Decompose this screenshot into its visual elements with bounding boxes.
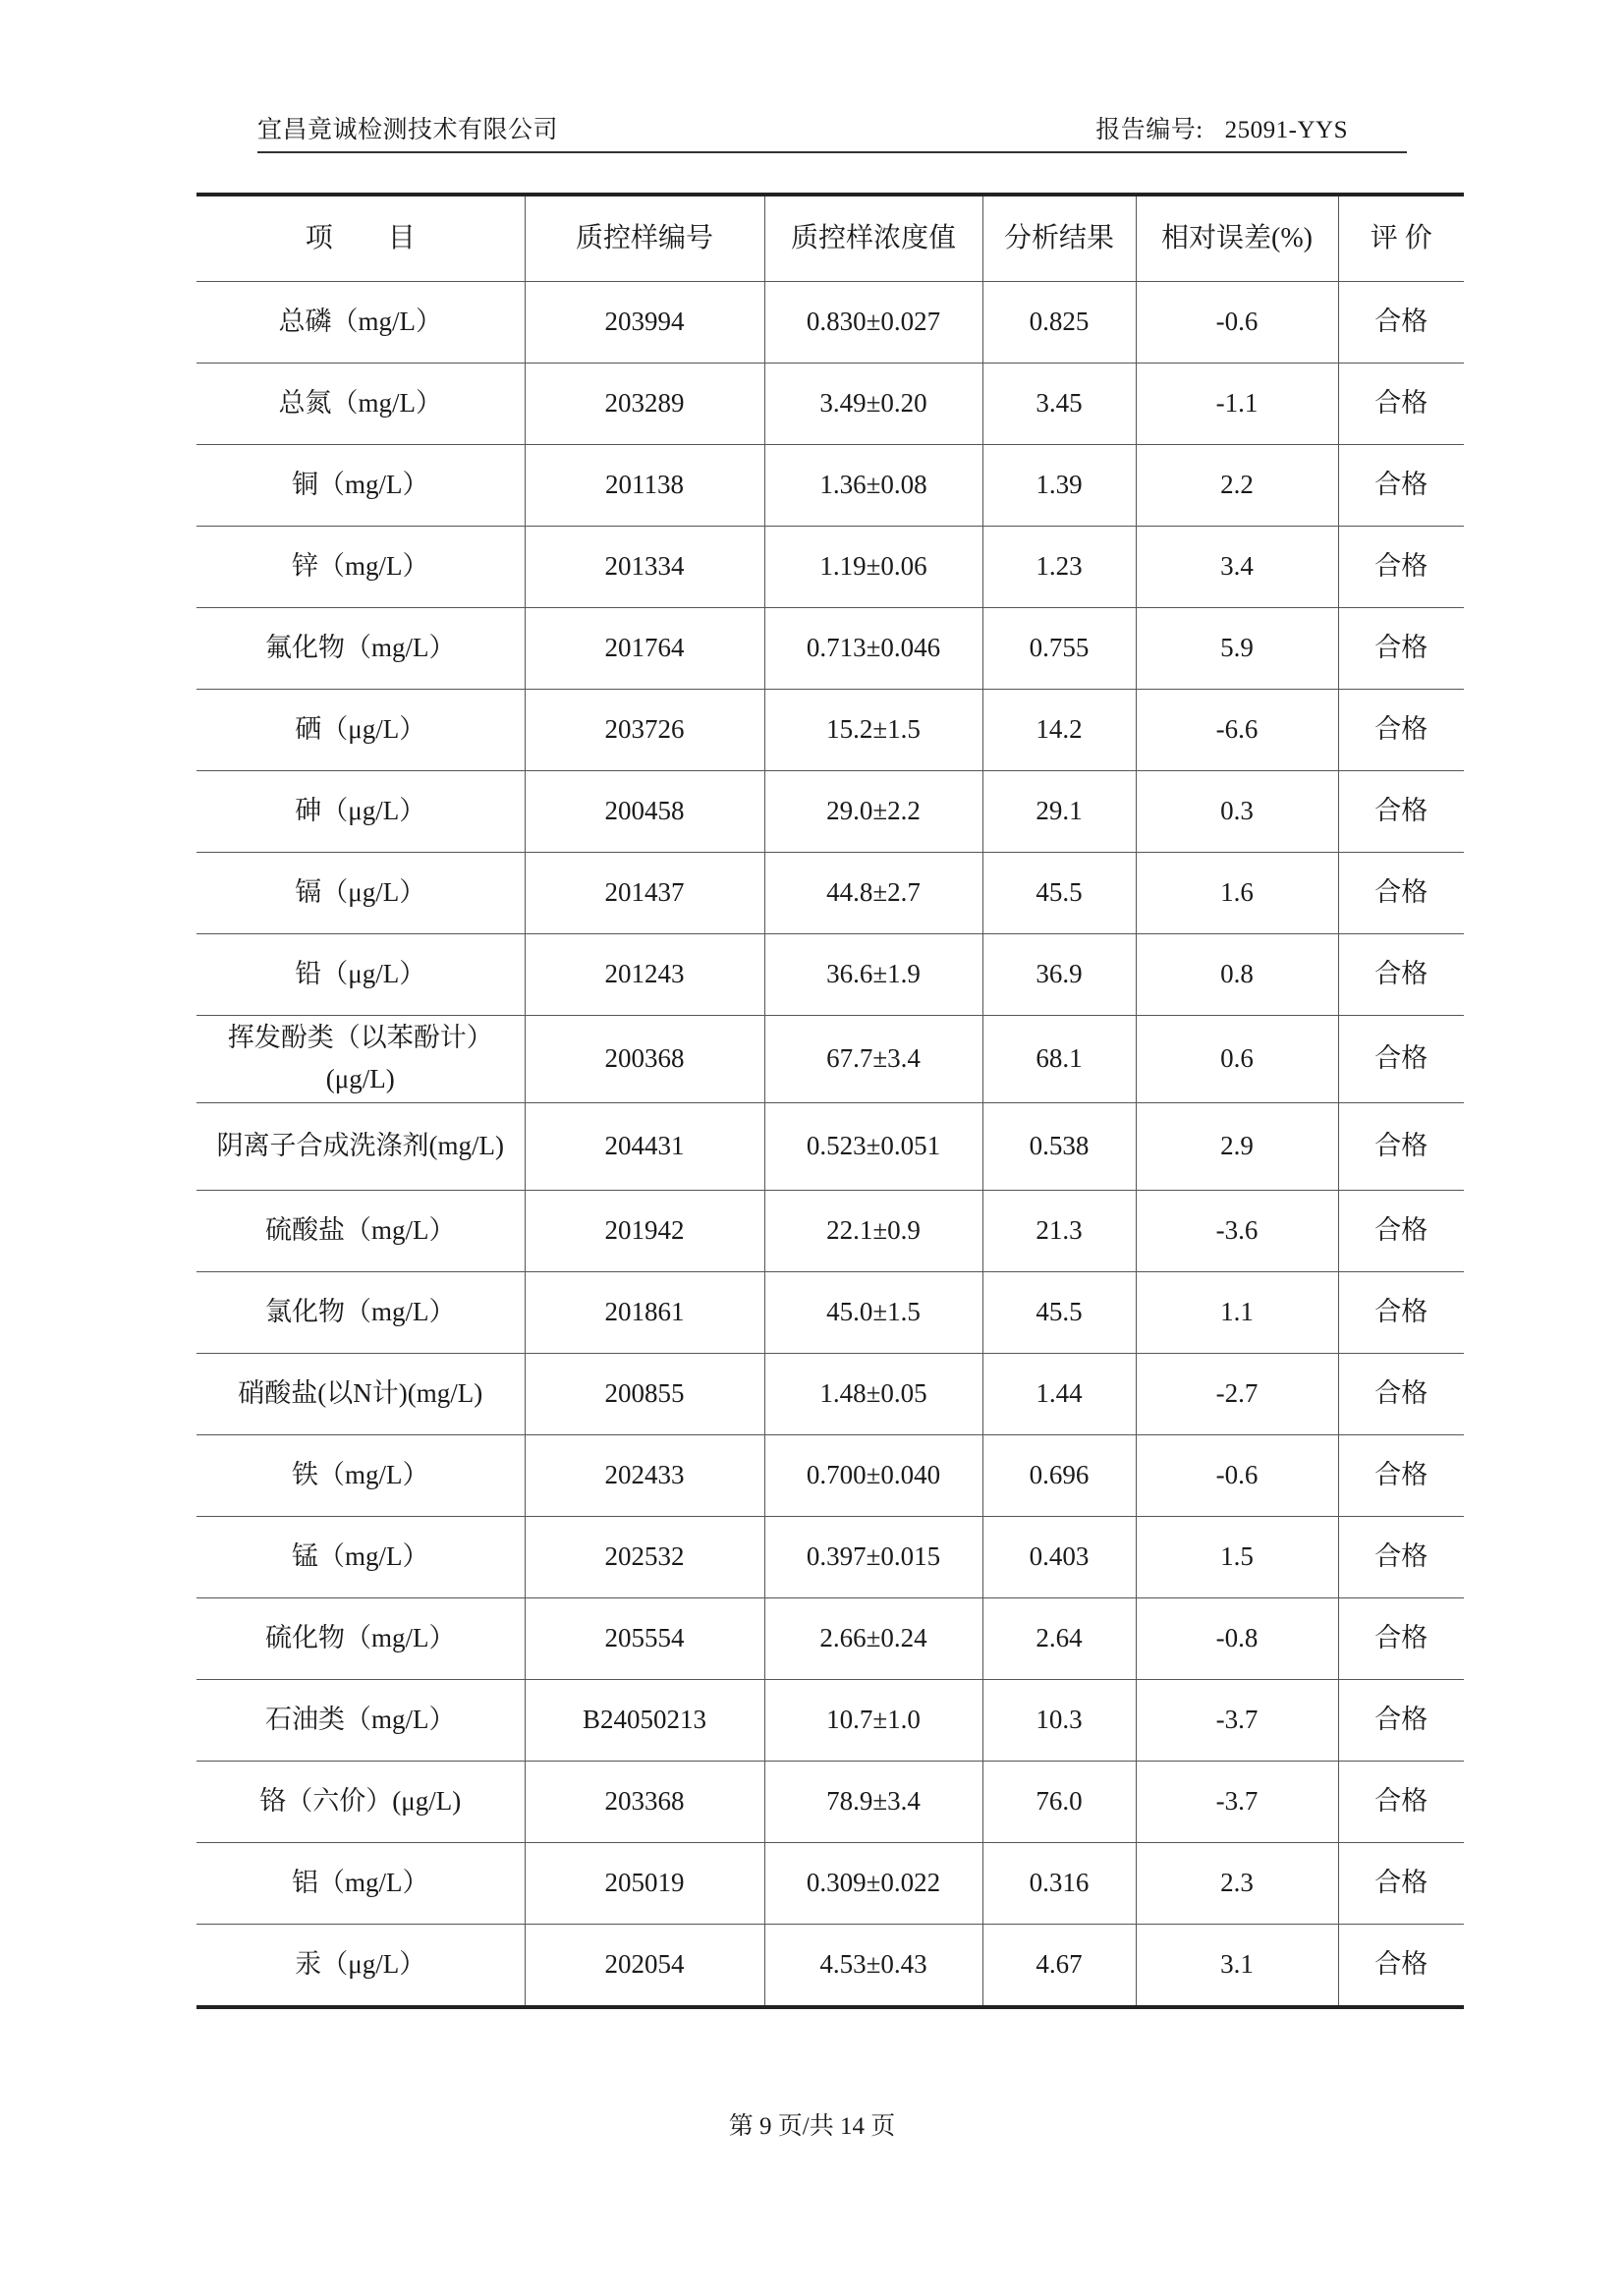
page-number: 第 9 页/共 14 页 xyxy=(728,2113,896,2140)
table-row xyxy=(196,1925,1464,2008)
cell-item: 阴离子合成洗涤剂(mg/L) xyxy=(196,1103,525,1191)
cell-item: 挥发酚类（以苯酚计）(μg/L) xyxy=(196,1016,525,1103)
cell-sample-id: 200368 xyxy=(525,1016,764,1103)
cell-item: 硫化物（mg/L） xyxy=(196,1598,525,1680)
report-number-label: 报告编号: xyxy=(1095,117,1204,143)
table-row xyxy=(196,445,1464,527)
cell-evaluation: 合格 xyxy=(1338,690,1464,771)
cell-relative-error: -0.8 xyxy=(1136,1598,1338,1680)
table-row xyxy=(196,1354,1464,1435)
table-row xyxy=(196,527,1464,608)
cell-concentration: 67.7±3.4 xyxy=(764,1016,982,1103)
cell-relative-error: -3.7 xyxy=(1136,1680,1338,1762)
cell-result: 1.39 xyxy=(982,445,1136,527)
cell-relative-error: 5.9 xyxy=(1136,608,1338,690)
cell-result: 29.1 xyxy=(982,771,1136,853)
table-row xyxy=(196,364,1464,445)
cell-item: 汞（μg/L） xyxy=(196,1925,525,2008)
cell-result: 10.3 xyxy=(982,1680,1136,1762)
cell-concentration: 0.397±0.015 xyxy=(764,1517,982,1598)
cell-evaluation: 合格 xyxy=(1338,445,1464,527)
cell-item: 铅（μg/L） xyxy=(196,934,525,1016)
cell-relative-error: 1.5 xyxy=(1136,1517,1338,1598)
cell-result: 0.538 xyxy=(982,1103,1136,1191)
cell-relative-error: -2.7 xyxy=(1136,1354,1338,1435)
table-row xyxy=(196,1680,1464,1762)
cell-concentration: 0.700±0.040 xyxy=(764,1435,982,1517)
cell-concentration: 0.523±0.051 xyxy=(764,1103,982,1191)
cell-evaluation: 合格 xyxy=(1338,771,1464,853)
table-row xyxy=(196,690,1464,771)
cell-sample-id: 201861 xyxy=(525,1272,764,1354)
cell-evaluation: 合格 xyxy=(1338,1191,1464,1272)
cell-relative-error: -0.6 xyxy=(1136,282,1338,364)
cell-sample-id: 202054 xyxy=(525,1925,764,2008)
table-row xyxy=(196,282,1464,364)
cell-concentration: 36.6±1.9 xyxy=(764,934,982,1016)
cell-result: 0.403 xyxy=(982,1517,1136,1598)
cell-concentration: 1.48±0.05 xyxy=(764,1354,982,1435)
cell-concentration: 45.0±1.5 xyxy=(764,1272,982,1354)
cell-evaluation: 合格 xyxy=(1338,282,1464,364)
cell-evaluation: 合格 xyxy=(1338,364,1464,445)
cell-relative-error: 2.2 xyxy=(1136,445,1338,527)
table-row xyxy=(196,1272,1464,1354)
cell-concentration: 1.19±0.06 xyxy=(764,527,982,608)
cell-concentration: 29.0±2.2 xyxy=(764,771,982,853)
cell-sample-id: 202532 xyxy=(525,1517,764,1598)
cell-result: 36.9 xyxy=(982,934,1136,1016)
page-footer xyxy=(0,2106,1624,2142)
cell-sample-id: 205554 xyxy=(525,1598,764,1680)
report-number-value: 25091-YYS xyxy=(1224,117,1348,143)
cell-result: 0.825 xyxy=(982,282,1136,364)
cell-concentration: 0.309±0.022 xyxy=(764,1843,982,1925)
cell-relative-error: -6.6 xyxy=(1136,690,1338,771)
cell-evaluation: 合格 xyxy=(1338,1016,1464,1103)
cell-result: 45.5 xyxy=(982,853,1136,934)
cell-concentration: 3.49±0.20 xyxy=(764,364,982,445)
cell-result: 68.1 xyxy=(982,1016,1136,1103)
cell-concentration: 0.830±0.027 xyxy=(764,282,982,364)
page-header xyxy=(257,106,1407,153)
cell-evaluation: 合格 xyxy=(1338,853,1464,934)
table-header-row xyxy=(196,195,1464,282)
cell-result: 76.0 xyxy=(982,1762,1136,1843)
cell-sample-id: 203726 xyxy=(525,690,764,771)
column-header-concentration: 质控样浓度值 xyxy=(764,195,982,282)
cell-evaluation: 合格 xyxy=(1338,934,1464,1016)
cell-evaluation: 合格 xyxy=(1338,608,1464,690)
cell-item: 氟化物（mg/L） xyxy=(196,608,525,690)
table-row xyxy=(196,771,1464,853)
cell-sample-id: 201334 xyxy=(525,527,764,608)
cell-sample-id: 200855 xyxy=(525,1354,764,1435)
column-header-relative-error: 相对误差(%) xyxy=(1136,195,1338,282)
cell-evaluation: 合格 xyxy=(1338,1354,1464,1435)
cell-concentration: 10.7±1.0 xyxy=(764,1680,982,1762)
cell-evaluation: 合格 xyxy=(1338,527,1464,608)
cell-sample-id: 202433 xyxy=(525,1435,764,1517)
cell-sample-id: 203994 xyxy=(525,282,764,364)
cell-result: 45.5 xyxy=(982,1272,1136,1354)
cell-concentration: 0.713±0.046 xyxy=(764,608,982,690)
table-row xyxy=(196,1598,1464,1680)
cell-item: 锰（mg/L） xyxy=(196,1517,525,1598)
cell-sample-id: 201243 xyxy=(525,934,764,1016)
table-row xyxy=(196,853,1464,934)
column-header-item: 项 目 xyxy=(196,195,525,282)
table-row xyxy=(196,934,1464,1016)
cell-relative-error: -0.6 xyxy=(1136,1435,1338,1517)
cell-relative-error: 2.3 xyxy=(1136,1843,1338,1925)
cell-sample-id: 201942 xyxy=(525,1191,764,1272)
cell-item: 氯化物（mg/L） xyxy=(196,1272,525,1354)
cell-relative-error: 2.9 xyxy=(1136,1103,1338,1191)
cell-evaluation: 合格 xyxy=(1338,1103,1464,1191)
cell-concentration: 2.66±0.24 xyxy=(764,1598,982,1680)
column-header-result: 分析结果 xyxy=(982,195,1136,282)
cell-sample-id: 203368 xyxy=(525,1762,764,1843)
cell-result: 14.2 xyxy=(982,690,1136,771)
cell-item: 锌（mg/L） xyxy=(196,527,525,608)
table-row xyxy=(196,1016,1464,1103)
quality-control-table xyxy=(196,193,1464,2009)
cell-relative-error: -1.1 xyxy=(1136,364,1338,445)
cell-result: 0.755 xyxy=(982,608,1136,690)
cell-sample-id: 200458 xyxy=(525,771,764,853)
cell-evaluation: 合格 xyxy=(1338,1517,1464,1598)
cell-item: 总磷（mg/L） xyxy=(196,282,525,364)
cell-result: 3.45 xyxy=(982,364,1136,445)
column-header-sample-id: 质控样编号 xyxy=(525,195,764,282)
cell-relative-error: 0.3 xyxy=(1136,771,1338,853)
cell-evaluation: 合格 xyxy=(1338,1762,1464,1843)
cell-item: 石油类（mg/L） xyxy=(196,1680,525,1762)
report-number xyxy=(1095,110,1348,145)
cell-item: 铬（六价）(μg/L) xyxy=(196,1762,525,1843)
cell-relative-error: 0.8 xyxy=(1136,934,1338,1016)
table-row xyxy=(196,1435,1464,1517)
cell-concentration: 44.8±2.7 xyxy=(764,853,982,934)
table-row xyxy=(196,1517,1464,1598)
table-row xyxy=(196,608,1464,690)
cell-relative-error: 3.4 xyxy=(1136,527,1338,608)
cell-concentration: 15.2±1.5 xyxy=(764,690,982,771)
cell-relative-error: -3.6 xyxy=(1136,1191,1338,1272)
cell-concentration: 78.9±3.4 xyxy=(764,1762,982,1843)
cell-sample-id: 201764 xyxy=(525,608,764,690)
table-row xyxy=(196,1191,1464,1272)
cell-relative-error: -3.7 xyxy=(1136,1762,1338,1843)
cell-relative-error: 3.1 xyxy=(1136,1925,1338,2008)
cell-sample-id: 201138 xyxy=(525,445,764,527)
cell-evaluation: 合格 xyxy=(1338,1680,1464,1762)
cell-item: 总氮（mg/L） xyxy=(196,364,525,445)
cell-sample-id: 203289 xyxy=(525,364,764,445)
cell-item: 砷（μg/L） xyxy=(196,771,525,853)
table-row xyxy=(196,1103,1464,1191)
table-body xyxy=(196,282,1464,2008)
cell-item: 硫酸盐（mg/L） xyxy=(196,1191,525,1272)
cell-relative-error: 1.6 xyxy=(1136,853,1338,934)
cell-concentration: 1.36±0.08 xyxy=(764,445,982,527)
company-name: 宜昌竟诚检测技术有限公司 xyxy=(257,117,559,143)
cell-relative-error: 1.1 xyxy=(1136,1272,1338,1354)
cell-item: 镉（μg/L） xyxy=(196,853,525,934)
cell-concentration: 4.53±0.43 xyxy=(764,1925,982,2008)
cell-relative-error: 0.6 xyxy=(1136,1016,1338,1103)
column-header-evaluation: 评 价 xyxy=(1338,195,1464,282)
cell-result: 2.64 xyxy=(982,1598,1136,1680)
cell-sample-id: 205019 xyxy=(525,1843,764,1925)
cell-item: 铝（mg/L） xyxy=(196,1843,525,1925)
cell-result: 1.44 xyxy=(982,1354,1136,1435)
cell-evaluation: 合格 xyxy=(1338,1925,1464,2008)
cell-evaluation: 合格 xyxy=(1338,1598,1464,1680)
cell-result: 4.67 xyxy=(982,1925,1136,2008)
cell-sample-id: 201437 xyxy=(525,853,764,934)
cell-item: 硝酸盐(以N计)(mg/L) xyxy=(196,1354,525,1435)
table-row xyxy=(196,1762,1464,1843)
cell-evaluation: 合格 xyxy=(1338,1272,1464,1354)
cell-concentration: 22.1±0.9 xyxy=(764,1191,982,1272)
cell-item: 铁（mg/L） xyxy=(196,1435,525,1517)
cell-sample-id: 204431 xyxy=(525,1103,764,1191)
cell-result: 0.696 xyxy=(982,1435,1136,1517)
cell-evaluation: 合格 xyxy=(1338,1843,1464,1925)
cell-item: 铜（mg/L） xyxy=(196,445,525,527)
cell-evaluation: 合格 xyxy=(1338,1435,1464,1517)
cell-item: 硒（μg/L） xyxy=(196,690,525,771)
cell-result: 21.3 xyxy=(982,1191,1136,1272)
cell-result: 1.23 xyxy=(982,527,1136,608)
table-row xyxy=(196,1843,1464,1925)
cell-result: 0.316 xyxy=(982,1843,1136,1925)
cell-sample-id: B24050213 xyxy=(525,1680,764,1762)
